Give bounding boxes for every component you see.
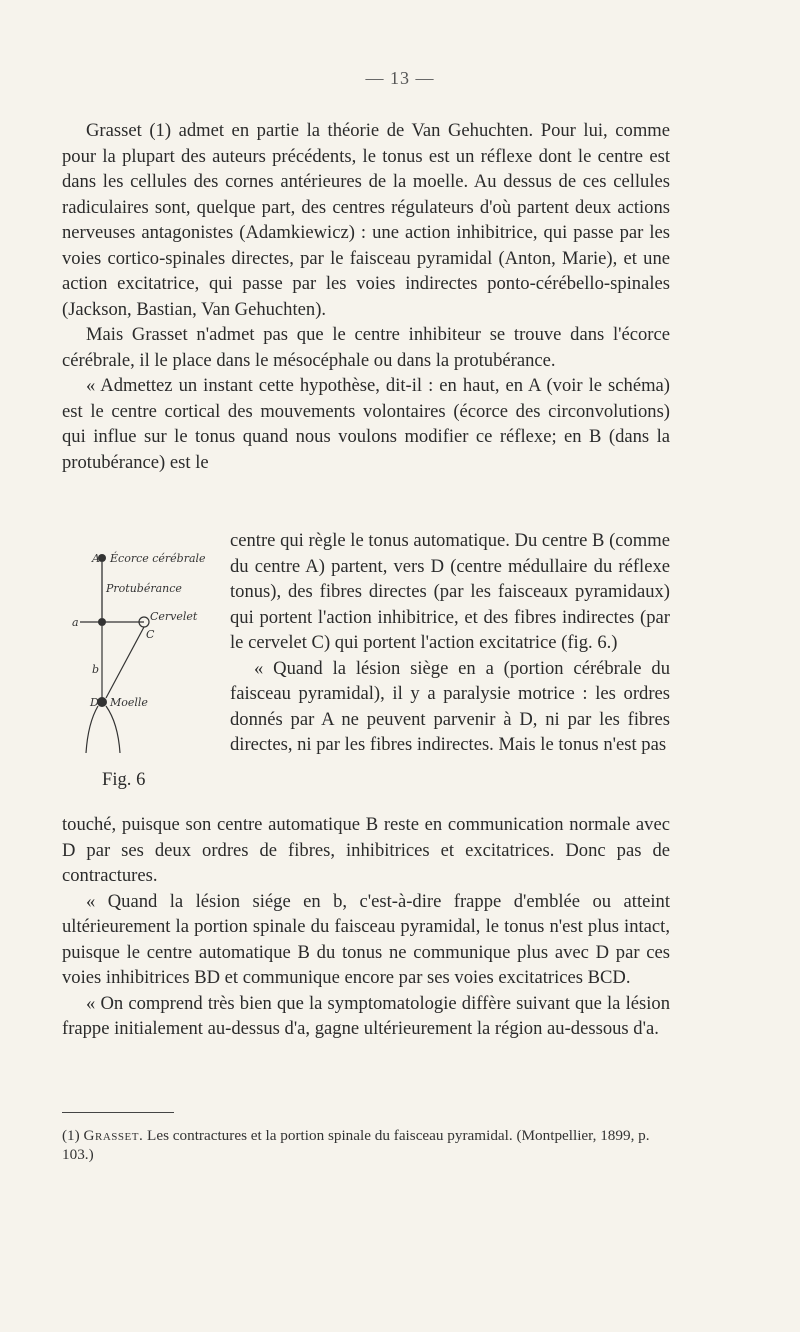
label-b-small: b	[92, 663, 100, 676]
fiber-cd-indirect	[106, 627, 144, 698]
label-a-small: a	[72, 616, 79, 629]
label-a-top: A	[92, 552, 100, 565]
paragraph: « Quand la lésion siège en a (portion cérébrale du faisceau pyramidal), il y a paralysie motrice : les ordres donnés par A ne peuvent parvenir à D, ni par les fibres directes, ni par les fibres indirectes. Mais le tonus n'est pas	[230, 657, 670, 755]
body-text-wrapped	[230, 528, 670, 758]
body-text-bottom	[62, 812, 670, 1042]
paragraph: Grasset (1) admet en partie la théorie de Van Gehuchten. Pour lui, comme pour la plupart des auteurs précédents, le tonus est un réflexe dont le centre est dans les cellules des cornes antérieures de la moelle. Au dessus de ces cellules radiculaires sont, quelque part, des centres régulateurs d'où partent deux actions nerveuses antagonistes (Adamkiewicz) : une action inhibitrice, qui passe par les voies cortico-spinales directes, par le faisceau pyramidal (Anton, Marie), et une action excitatrice, qui passe par les voies indirectes ponto-cérébello-spinales (Jackson, Bastian, Van Gehuchten).	[62, 120, 670, 320]
label-c-small: C	[146, 628, 155, 641]
footnote	[62, 1126, 670, 1164]
schema-diagram	[62, 548, 212, 778]
fiber-right	[106, 706, 120, 753]
label-protuberance: Protubérance	[106, 582, 182, 595]
footnote-text: Les contractures et la portion spinale du faisceau pyramidal. (Montpellier, 1899, p. 103.)	[62, 1127, 650, 1163]
paragraph: « Quand la lésion siége en b, c'est-à-dire frappe d'emblée ou atteint ultérieurement la portion spinale du faisceau pyramidal, le tonus n'est plus intact, puisque le centre automatique B du tonus ne communique plus avec D par ces voies inhibitrices BD et communique encore par ses voies excitatrices BCD.	[62, 890, 670, 988]
paragraph: « On comprend très bien que la symptomatologie diffère suivant que la lésion frappe initialement au-dessus d'a, gagne ultérieurement la région au-dessous d'a.	[62, 992, 670, 1039]
figure-caption: Fig. 6	[102, 769, 146, 790]
label-cervelet: Cervelet	[150, 610, 198, 623]
paragraph: Mais Grasset n'admet pas que le centre inhibiteur se trouve dans l'écorce cérébrale, il le place dans le mésocéphale ou dans la protubérance.	[62, 324, 670, 371]
paragraph: « Admettez un instant cette hypothèse, dit-il : en haut, en A (voir le schéma) est le centre cortical des mouvements volontaires (écorce des circonvolutions) qui influe sur le tonus quand nous voulons modifier ce réflexe; en B (dans la protubérance) est le	[62, 375, 670, 473]
label-d-small: D	[90, 696, 99, 709]
footnote-author: Grasset.	[83, 1127, 144, 1144]
label-cortex: Écorce cérébrale	[110, 552, 206, 565]
page-number: — 13 —	[365, 68, 435, 88]
figure-6-schema	[62, 548, 212, 778]
fiber-left	[86, 706, 98, 753]
footnote-marker: (1)	[62, 1127, 80, 1144]
footnote-divider	[62, 1112, 174, 1113]
body-text-top	[62, 118, 670, 475]
label-moelle: Moelle	[110, 696, 148, 709]
paragraph: centre qui règle le tonus automatique. Du centre B (comme du centre A) partent, vers D (centre médullaire du réflexe tonus), des fibres directes (par les faisceaux pyramidaux) qui portent l'action inhibitrice, et des fibres indirectes (par le cervelet C) qui portent l'action excitatrice (fig. 6.)	[230, 530, 670, 653]
paragraph: touché, puisque son centre automatique B reste en communication normale avec D par ses deux ordres de fibres, inhibitrices et excitatrices. Donc pas de contractures.	[62, 814, 670, 886]
